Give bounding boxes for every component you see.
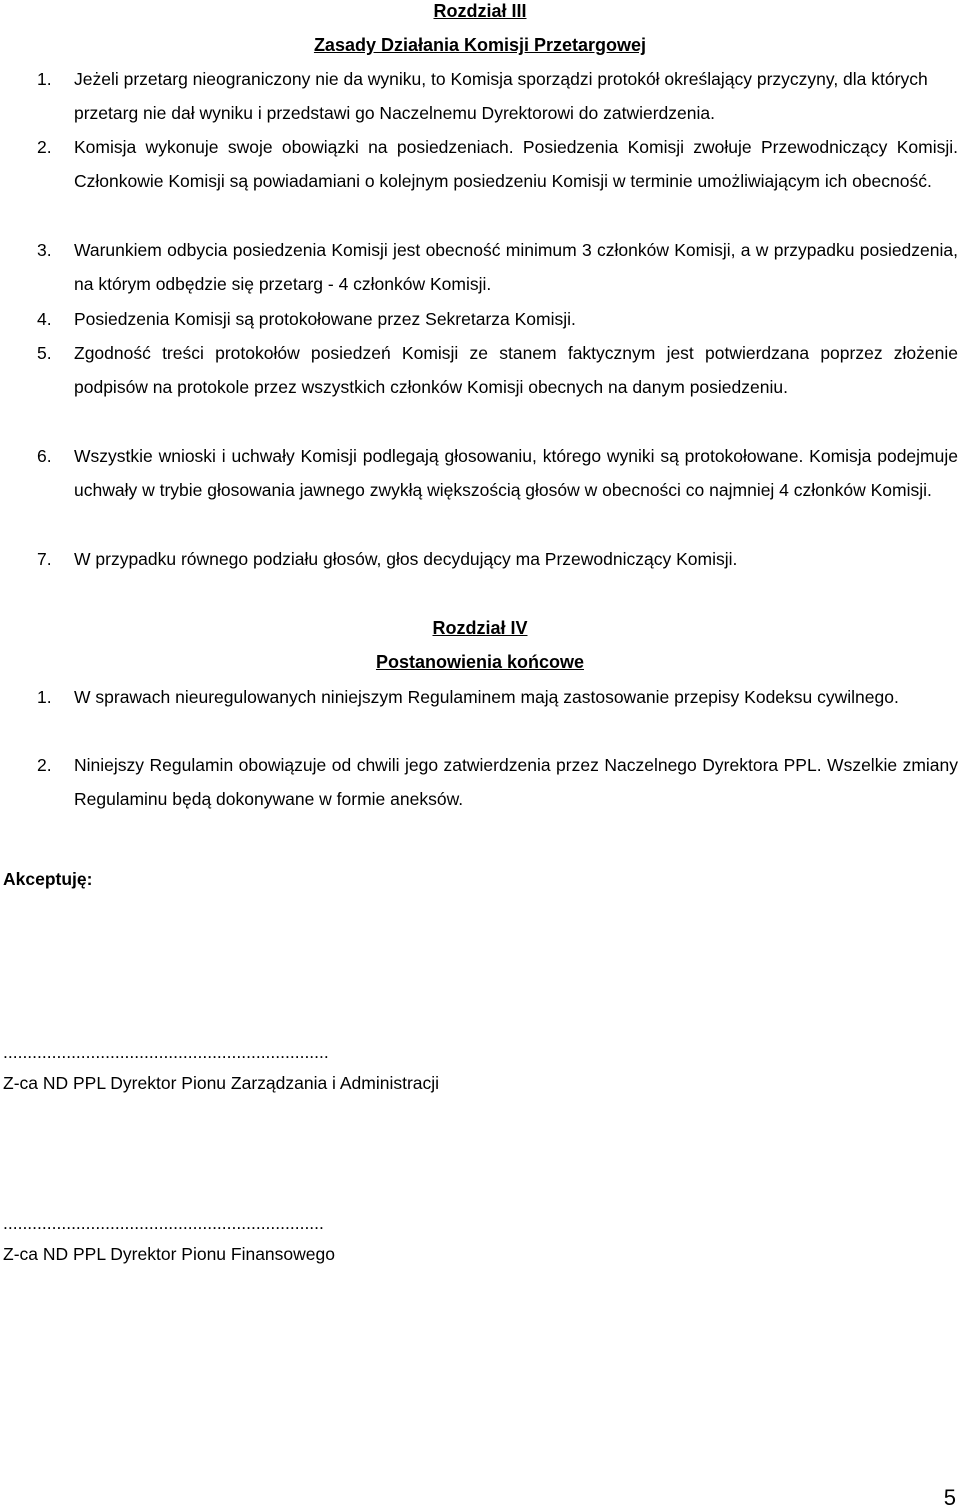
item-text: Posiedzenia Komisji są protokołowane przez Sekretarza Komisji. (74, 309, 576, 329)
item-text: W przypadku równego podziału głosów, głos decydujący ma Przewodniczący Komisji. (74, 549, 738, 569)
item-text: Zgodność treści protokołów posiedzeń Komisji ze stanem faktycznym jest potwierdzana poprzez złożenie podpisów na protokole przez wszystkich członków Komisji obecnych na danym posiedzeniu. (74, 343, 958, 397)
chapter-4-title: Rozdział IV (432, 618, 528, 638)
item-number: 1. (37, 687, 52, 707)
chapter-3-subtitle: Zasady Działania Komisji Przetargowej (313, 35, 647, 55)
item-text: Niniejszy Regulamin obowiązuje od chwili jego zatwierdzenia przez Naczelnego Dyrektora PPL. Wszelkie zmiany Regulaminu będą dokonywane w formie aneksów. (74, 755, 958, 809)
signatory-title-2: Z-ca ND PPL Dyrektor Pionu Finansowego (3, 1244, 335, 1264)
approval-label: Akceptuję: (3, 869, 93, 889)
item-number: 2. (37, 137, 52, 157)
chapter-3-title: Rozdział III (433, 1, 527, 21)
item-number: 3. (37, 240, 52, 260)
item-text: Komisja wykonuje swoje obowiązki na posiedzeniach. Posiedzenia Komisji zwołuje Przewodniczący Komisji. Członkowie Komisji są powiadamiani o kolejnym posiedzeniu Komisji w terminie umożliwiającym ich obecność. (74, 137, 958, 191)
signature-line-2: .................................................................. (3, 1213, 324, 1233)
item-text: Jeżeli przetarg nieograniczony nie da wyniku, to Komisja sporządzi protokół określający przyczyny, dla których przetarg nie dał wyniku i przedstawi go Naczelnemu Dyrektorowi do zatwierdzenia. (74, 69, 928, 123)
item-number: 1. (37, 69, 52, 89)
signatory-title-1: Z-ca ND PPL Dyrektor Pionu Zarządzania i Administracji (3, 1073, 440, 1093)
item-number: 4. (37, 309, 52, 329)
item-text: Wszystkie wnioski i uchwały Komisji podlegają głosowaniu, którego wyniki są protokołowane. Komisja podejmuje uchwały w trybie głosowania jawnego zwykłą większością głosów w obecności co najmniej 4 członków Komisji. (74, 446, 958, 500)
item-number: 2. (37, 755, 52, 775)
item-text: Warunkiem odbycia posiedzenia Komisji jest obecność minimum 3 członków Komisji, a w przypadku posiedzenia, na którym odbędzie się przetarg - 4 członków Komisji. (74, 240, 958, 294)
item-number: 7. (37, 549, 52, 569)
signature-line-1: ................................................................... (3, 1042, 329, 1062)
item-number: 5. (37, 343, 52, 363)
item-number: 6. (37, 446, 52, 466)
page-number: 5 (943, 1485, 956, 1510)
chapter-4-subtitle: Postanowienia końcowe (375, 652, 585, 672)
item-text: W sprawach nieuregulowanych niniejszym Regulaminem mają zastosowanie przepisy Kodeksu cywilnego. (74, 687, 899, 707)
